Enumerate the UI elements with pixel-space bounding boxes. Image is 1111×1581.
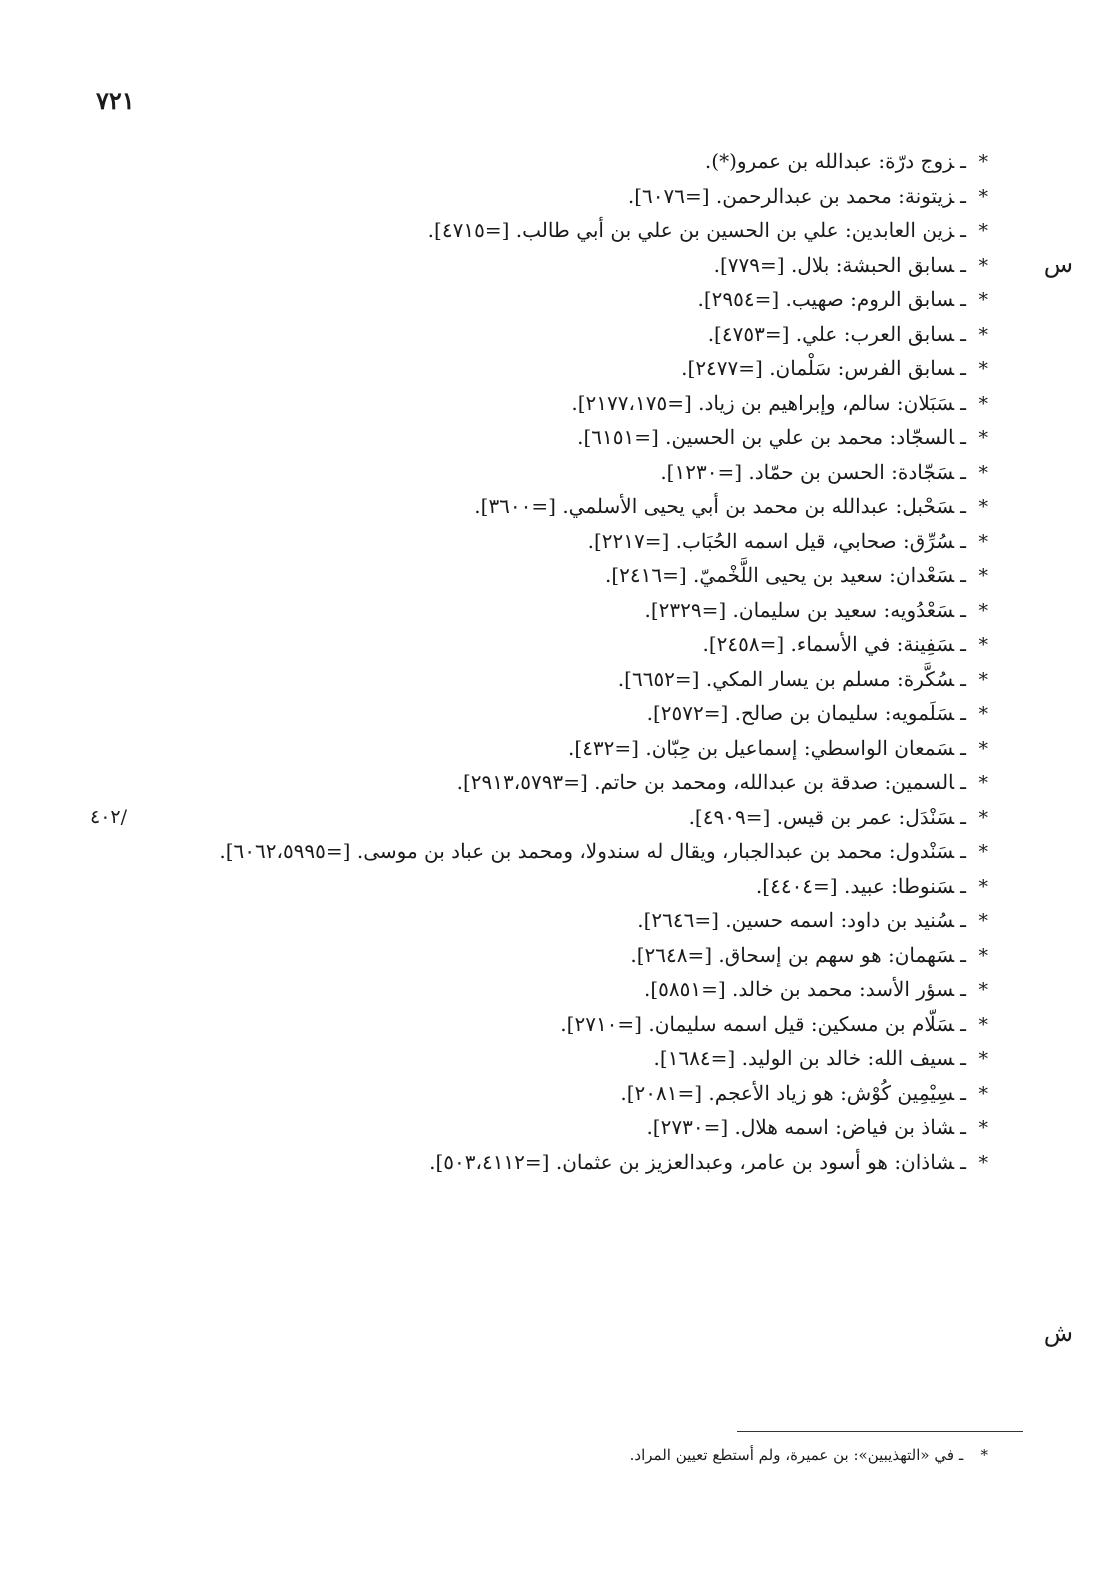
bullet-star: * (978, 599, 988, 622)
footnote (630, 1446, 988, 1464)
bullet-star: * (978, 392, 988, 415)
entry-text: سَفِينة: في الأسماء. [=٢٤٥٨]. (702, 632, 955, 656)
entry-dash: ـ (960, 218, 966, 242)
page-number: ٧٢١ (96, 86, 135, 115)
entry-line (108, 455, 988, 490)
bullet-star: * (978, 910, 988, 932)
entry-text: سابق الفرس: سَلْمان. [=٢٤٧٧]. (681, 356, 955, 380)
entry-text: سَبَلان: سالم، وإبراهيم بن زياد. [=٢١٧٧،١٧٥]. (571, 390, 955, 415)
bullet-star: * (978, 185, 988, 208)
entry-line (108, 317, 988, 352)
entry-line (108, 144, 988, 179)
entry-dash: ـ (960, 356, 966, 380)
entry-text: سُنيد بن داود: اسمه حسين. [=٢٦٤٦]. (637, 908, 955, 932)
entry-line (108, 765, 988, 800)
bullet-star: * (978, 565, 988, 587)
bullet-star: * (978, 1082, 988, 1105)
entry-line (108, 593, 988, 628)
entry-dash: ـ (960, 804, 966, 829)
entry-dash: ـ (960, 942, 966, 967)
bullet-star: * (978, 220, 988, 242)
entry-line (108, 627, 988, 662)
entry-dash: ـ (960, 183, 966, 208)
entry-dash: ـ (960, 149, 966, 173)
entry-dash: ـ (960, 287, 966, 311)
bullet-star: * (978, 1013, 988, 1036)
bullet-star: * (978, 1151, 988, 1174)
entry-line (108, 489, 988, 524)
entry-line (108, 248, 988, 283)
entry-text: سَنوطا: عبيد. [=٤٤٠٤]. (755, 873, 955, 898)
bullet-star: * (978, 668, 988, 691)
bullet-star: * (978, 289, 988, 311)
footnote-dash: ـ (958, 1446, 964, 1464)
entry-dash: ـ (960, 321, 966, 346)
bullet-star: * (978, 427, 988, 449)
entry-dash: ـ (960, 459, 966, 484)
entry-text: زين العابدين: علي بن الحسين بن علي بن أبي طالب. [=٤٧١٥]. (427, 218, 955, 242)
footnote-rule (737, 1431, 1023, 1432)
entry-line (108, 351, 988, 386)
entry-dash: ـ (960, 701, 966, 725)
bullet-star: * (978, 496, 988, 518)
entry-text: سَلَمويه: سليمان بن صالح. [=٢٥٧٢]. (646, 701, 955, 725)
bullet-star: * (978, 703, 988, 725)
entry-line (108, 282, 988, 317)
entry-line (108, 1007, 988, 1042)
bullet-star: * (978, 737, 988, 760)
bullet-star: * (978, 461, 988, 484)
entry-line (108, 1041, 988, 1076)
entry-line (108, 524, 988, 559)
entry-text: زيتونة: محمد بن عبدالرحمن. [=٦٠٧٦]. (627, 183, 955, 208)
entry-dash: ـ (960, 873, 966, 898)
entry-text: سَنْدول: محمد بن عبدالجبار، ويقال له سندولا، ومحمد بن عباد بن موسى. [=٦٠٦٢،٥٩٩٥]. (219, 839, 955, 863)
section-letter-marker: ش (1043, 1319, 1073, 1347)
entry-dash: ـ (960, 770, 966, 794)
entry-dash: ـ (960, 1080, 966, 1105)
footnote-text: في «التهذيبين»: بن عميرة، ولم أستطع تعيين المراد. (629, 1446, 955, 1464)
entry-dash: ـ (960, 977, 966, 1001)
bullet-star: * (978, 841, 988, 863)
entry-line (108, 179, 988, 214)
bullet-star: * (978, 151, 988, 173)
entry-text: شاذ بن فياض: اسمه هلال. [=٢٧٣٠]. (646, 1115, 955, 1139)
entry-line (108, 386, 988, 421)
bullet-star: * (978, 875, 988, 898)
entry-line (108, 558, 988, 593)
entry-line (108, 213, 988, 248)
entry-dash: ـ (960, 908, 966, 932)
entry-text: سَلّام بن مسكين: قيل اسمه سليمان. [=٢٧١٠]. (560, 1011, 955, 1036)
entry-dash: ـ (960, 390, 966, 415)
entry-text: سَنْدَل: عمر بن قيس. [=٤٩٠٩]. (688, 804, 955, 829)
entry-text: سِيْمِين كُوْش: هو زياد الأعجم. [=٢٠٨١]. (620, 1080, 955, 1105)
entry-text: سَحْبل: عبدالله بن محمد بن أبي يحيى الأسلمي. [=٣٦٠٠]. (474, 494, 955, 518)
entry-text: سيف الله: خالد بن الوليد. [=١٦٨٤]. (653, 1046, 955, 1070)
section-letter-marker: س (1043, 249, 1073, 278)
entry-line (108, 869, 988, 904)
entry-dash: ـ (960, 839, 966, 863)
bullet-star: * (978, 772, 988, 794)
entry-text: شاذان: هو أسود بن عامر، وعبدالعزيز بن عثمان. [=٥٠٣،٤١١٢]. (429, 1149, 955, 1174)
entry-line (108, 903, 988, 938)
entry-dash: ـ (960, 494, 966, 518)
bullet-star: * (978, 530, 988, 553)
entry-line (108, 938, 988, 973)
entry-line (108, 1076, 988, 1111)
entry-dash: ـ (960, 632, 966, 656)
entry-line (108, 834, 988, 869)
entry-dash: ـ (960, 252, 966, 277)
margin-page-ref: /٤٠٢ (90, 805, 128, 828)
entry-dash: ـ (960, 528, 966, 553)
entry-text: سابق الحبشة: بلال. [=٧٧٩]. (713, 252, 955, 277)
entry-text: زوج درّة: عبدالله بن عمرو(*). (704, 149, 955, 173)
entry-line (108, 1145, 988, 1180)
entry-text: سُكَّرة: مسلم بن يسار المكي. [=٦٦٥٢]. (617, 666, 955, 691)
bullet-star: * (978, 358, 988, 380)
bullet-star: * (978, 806, 988, 829)
footnote-star: * (980, 1446, 988, 1464)
entry-text: سُرِّق: صحابي، قيل اسمه الحُبَاب. [=٢٢١٧]. (587, 528, 955, 553)
bullet-star: * (978, 254, 988, 277)
entry-text: السجّاد: محمد بن علي بن الحسين. [=٦١٥١]. (577, 425, 955, 449)
entry-dash: ـ (960, 1011, 966, 1036)
entry-text: سابق الروم: صهيب. [=٢٩٥٤]. (697, 287, 955, 311)
bullet-star: * (978, 979, 988, 1001)
entry-text: سَعْدان: سعيد بن يحيى اللَّخْميّ. [=٢٤١٦]. (604, 563, 955, 587)
entry-line (108, 420, 988, 455)
entry-dash: ـ (960, 425, 966, 449)
entry-dash: ـ (960, 1046, 966, 1070)
entry-text: سابق العرب: علي. [=٤٧٥٣]. (707, 321, 955, 346)
entry-line (108, 731, 988, 766)
entry-text: سَمعان الواسطي: إسماعيل بن حِبّان. [=٤٣٢]. (568, 735, 955, 760)
entry-line (108, 972, 988, 1007)
entry-dash: ـ (960, 1115, 966, 1139)
bullet-star: * (978, 1117, 988, 1139)
entry-dash: ـ (960, 735, 966, 760)
entry-list (108, 144, 988, 1179)
entry-line (108, 696, 988, 731)
entry-text: سَعْدُويه: سعيد بن سليمان. [=٢٣٢٩]. (644, 597, 955, 622)
entry-text: سؤر الأسد: محمد بن خالد. [=٥٨٥١]. (643, 977, 955, 1001)
entry-line (108, 662, 988, 697)
bullet-star: * (978, 323, 988, 346)
entry-text: سَهمان: هو سهم بن إسحاق. [=٢٦٤٨]. (630, 942, 955, 967)
entry-line (108, 800, 988, 835)
entry-dash: ـ (960, 666, 966, 691)
entry-dash: ـ (960, 1149, 966, 1174)
bullet-star: * (978, 634, 988, 656)
bullet-star: * (978, 1048, 988, 1070)
bullet-star: * (978, 944, 988, 967)
entry-dash: ـ (960, 597, 966, 622)
entry-text: سَجّادة: الحسن بن حمّاد. [=١٢٣٠]. (660, 459, 955, 484)
entry-line (108, 1110, 988, 1145)
entry-text: السمين: صدقة بن عبدالله، ومحمد بن حاتم. [=٢٩١٣،٥٧٩٣]. (456, 770, 955, 794)
entry-dash: ـ (960, 563, 966, 587)
